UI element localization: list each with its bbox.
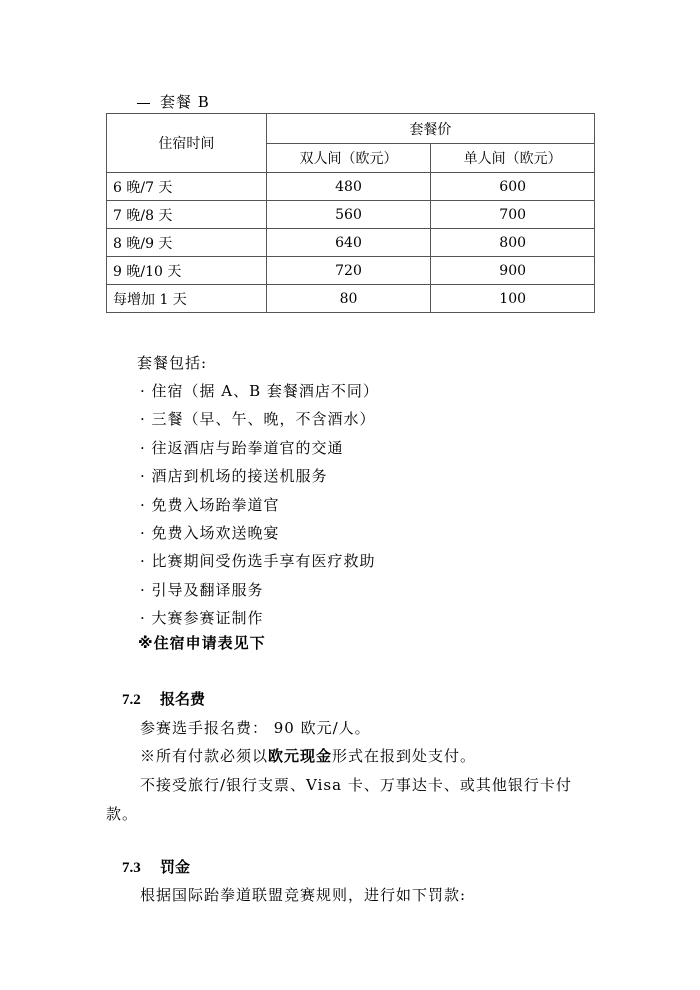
price-table: [106, 113, 595, 313]
list-item: · 往返酒店与跆拳道官的交通: [140, 438, 344, 457]
not-accepted-line-2: 款。: [106, 805, 139, 823]
cell-stay: 8 晚/9 天: [107, 229, 267, 257]
table-row: [107, 173, 595, 201]
cell-single: 700: [431, 201, 595, 229]
cell-double: 720: [266, 257, 431, 285]
includes-title: 套餐包括:: [137, 354, 208, 372]
payment-line: [140, 745, 476, 766]
package-b-title: [137, 91, 210, 112]
cell-double: 480: [266, 173, 431, 201]
payment-bold: 欧元现金: [268, 747, 333, 765]
section-number: 7.3: [122, 860, 141, 876]
accommodation-note: ※住宿申请表见下: [138, 634, 266, 652]
payment-prefix: ※所有付款必须以: [140, 747, 269, 765]
header-single: 单人间（欧元）: [431, 144, 595, 173]
cell-double: 80: [266, 285, 431, 313]
header-stay: 住宿时间: [107, 114, 267, 173]
section-title: 报名费: [160, 690, 206, 708]
not-accepted-line-1: 不接受旅行/银行支票、Visa 卡、万事达卡、或其他银行卡付: [140, 776, 572, 794]
package-title-text: 套餐 B: [160, 93, 210, 111]
list-item: · 酒店到机场的接送机服务: [140, 467, 328, 486]
header-price: 套餐价: [266, 114, 594, 144]
cell-single: 600: [431, 173, 595, 201]
table-header-row: [107, 114, 595, 144]
cell-single: 800: [431, 229, 595, 257]
list-item: · 比赛期间受伤选手享有医疗救助: [140, 552, 376, 571]
cell-single: 900: [431, 257, 595, 285]
payment-suffix: 形式在报到处支付。: [332, 747, 477, 765]
penalty-intro: 根据国际跆拳道联盟竞赛规则，进行如下罚款:: [140, 886, 467, 904]
section-heading-7-2: [122, 688, 205, 709]
section-heading-7-3: [122, 856, 190, 877]
list-item: · 大赛参赛证制作: [140, 609, 264, 628]
table-row: [107, 229, 595, 257]
cell-stay: 每增加 1 天: [107, 285, 267, 313]
list-item: · 引导及翻译服务: [140, 580, 264, 599]
list-item: · 三餐（早、午、晚，不含酒水）: [140, 410, 376, 429]
dash-mark: [137, 103, 150, 104]
table-row: [107, 257, 595, 285]
includes-list: [140, 377, 379, 633]
cell-double: 560: [266, 201, 431, 229]
cell-stay: 6 晚/7 天: [107, 173, 267, 201]
list-item: · 住宿（据 A、B 套餐酒店不同）: [140, 382, 379, 400]
cell-double: 640: [266, 229, 431, 257]
list-item: · 免费入场欢送晚宴: [140, 523, 280, 542]
table-row: [107, 285, 595, 313]
fee-line: 参赛选手报名费： 90 欧元/人。: [140, 719, 371, 737]
cell-stay: 9 晚/10 天: [107, 257, 267, 285]
cell-stay: 7 晚/8 天: [107, 201, 267, 229]
section-number: 7.2: [122, 692, 141, 708]
section-title: 罚金: [160, 858, 191, 876]
table-row: [107, 201, 595, 229]
header-double: 双人间（欧元）: [266, 144, 431, 173]
cell-single: 100: [431, 285, 595, 313]
list-item: · 免费入场跆拳道官: [140, 495, 280, 514]
